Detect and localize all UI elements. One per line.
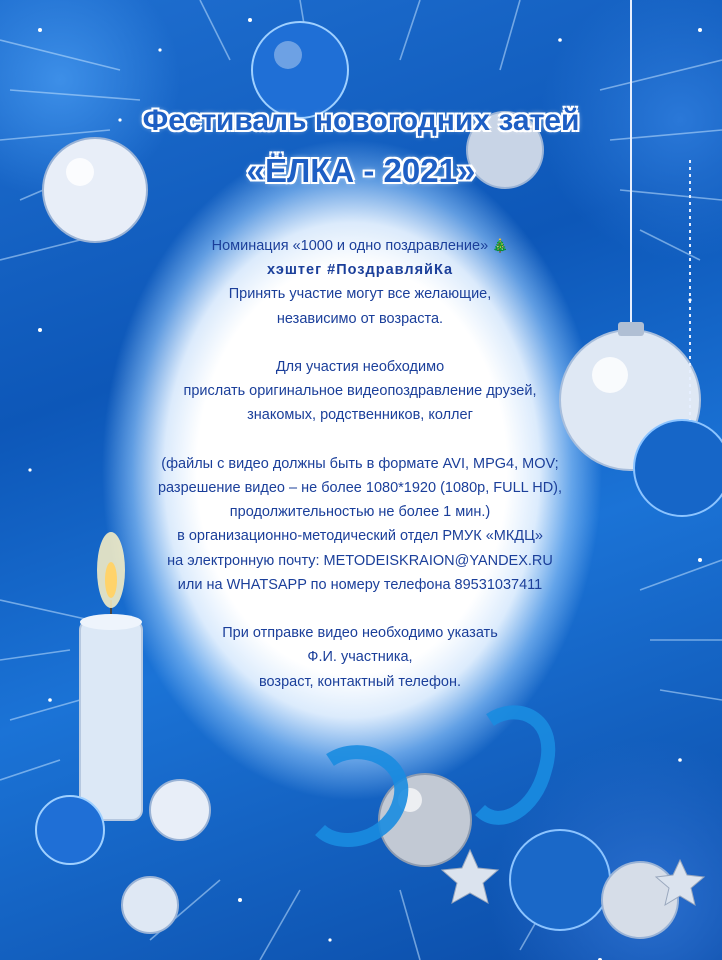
- text-line: прислать оригинальное видеопоздравление друзей,: [183, 383, 537, 400]
- paragraph-gap: [80, 597, 640, 621]
- hashtag-line: хэштег #ПоздравляйКа: [266, 262, 454, 279]
- text-line: При отправке видео необходимо указать: [222, 625, 498, 642]
- page-title: Фестиваль новогодних затей: [142, 104, 580, 137]
- festival-name: «ЁЛКА - 2021»: [246, 152, 476, 189]
- text-line: Принять участие могут все желающие,: [228, 286, 492, 303]
- text-line: знакомых, родственников, коллег: [247, 407, 473, 424]
- paragraph-gap: [80, 428, 640, 452]
- text-line: разрешение видео – не более 1080*1920 (1080р, FULL HD),: [157, 480, 563, 496]
- text-line: (файлы с видео должны быть в формате AVI, MPG4, MOV;: [161, 455, 559, 472]
- text-line: продолжительностью не более 1 мин.): [229, 504, 491, 521]
- announcement-text: [80, 234, 640, 694]
- text-line: возраст, контактный телефон.: [258, 673, 461, 690]
- text-line: в организационно-методический отдел РМУК «МКДЦ»: [177, 528, 543, 545]
- text-line: независимо от возраста.: [276, 310, 444, 327]
- paragraph-gap: [80, 331, 640, 355]
- text-line: Ф.И. участника,: [307, 649, 413, 666]
- nomination-line: Номинация «1000 и одно поздравление» 🎄: [211, 238, 509, 254]
- christmas-tree-icon: 🎄: [492, 238, 509, 253]
- email-line: на электронную почту: METODEISKRAION@YANDEX.RU: [167, 552, 553, 569]
- text-line: Для участия необходимо: [275, 359, 445, 375]
- phone-line: или на WHATSAPP по номеру телефона 89531037411: [177, 576, 543, 593]
